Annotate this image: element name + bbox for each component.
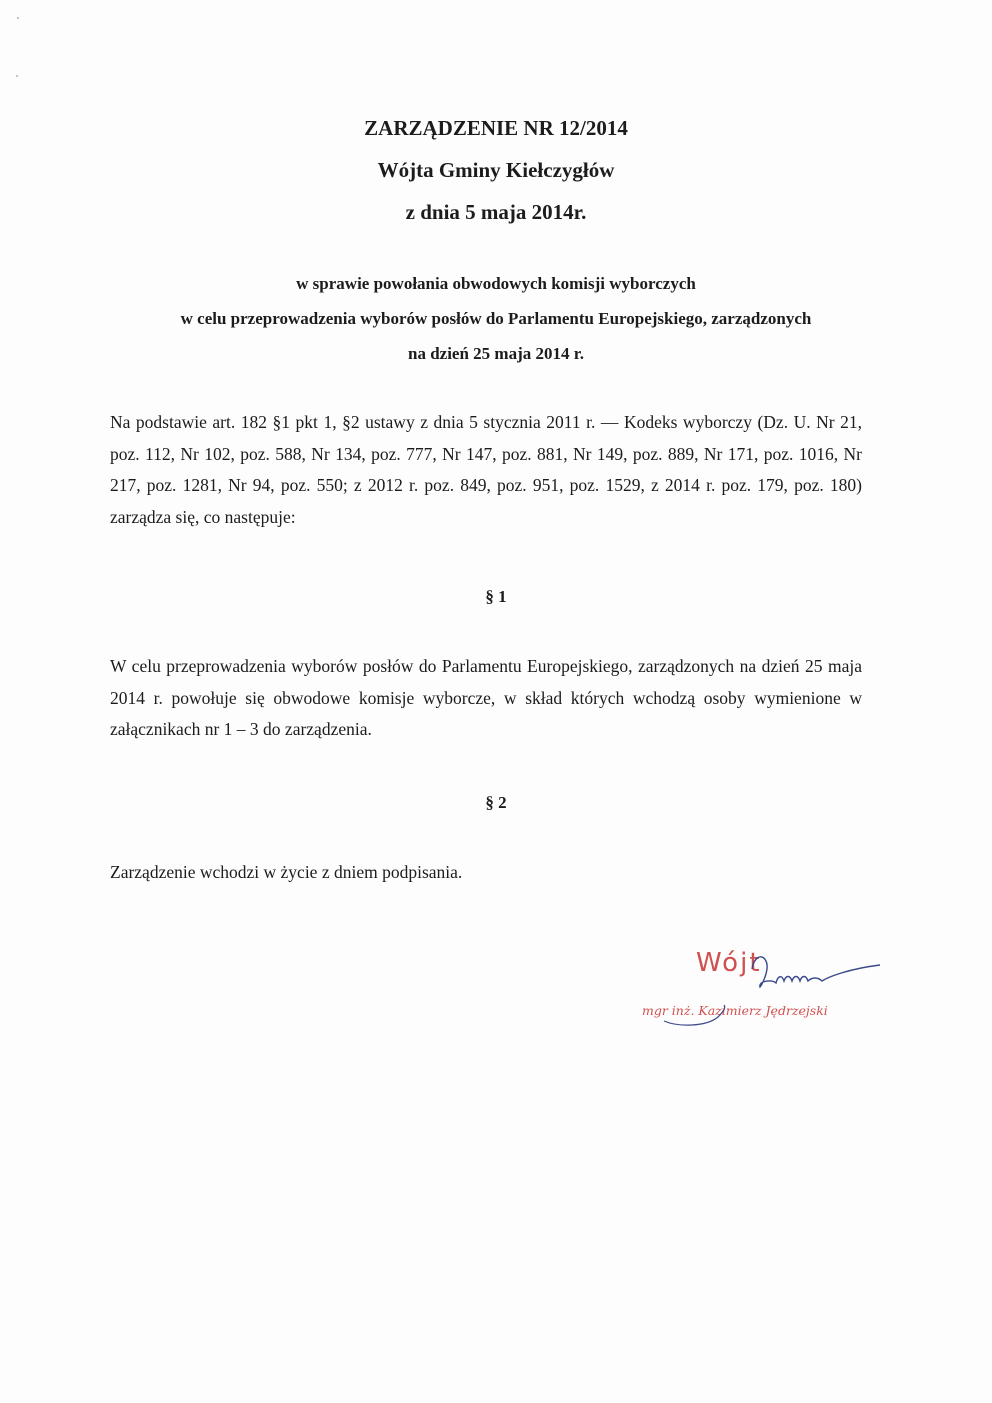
scan-speck [16,75,18,77]
scan-speck [17,17,19,19]
document-date: z dnia 5 maja 2014r. [405,200,587,224]
subject-line-1: w sprawie powołania obwodowych komisji wyborczych [296,274,696,293]
stamp-title-text: Wójt [696,948,762,978]
subject-line-3: na dzień 25 maja 2014 r. [408,344,584,363]
section-1-text: W celu przeprowadzenia wyborów posłów do Parlamentu Europejskiego, zarządzonych na dzień 25 maja 2014 r. powołuje się obwodowe komisje wyborcze, w skład których wchodzą osoby wymienione w załącznikach nr 1 – 3 do zarządzenia. [110,656,862,739]
document-issuer: Wójta Gminy Kiełczygłów [377,158,615,182]
signature-stamp-graphic [630,935,900,1045]
document-title: ZARZĄDZENIE NR 12/2014 [364,116,628,140]
section-1-mark: § 1 [485,587,507,606]
section-2-text: Zarządzenie wchodzi w życie z dniem podpisania. [110,862,463,882]
handwritten-signature [752,957,880,987]
section-2-mark: § 2 [485,793,507,812]
subject-line-2: w celu przeprowadzenia wyborów posłów do Parlamentu Europejskiego, zarządzonych [180,309,812,328]
signature-stamp [630,935,900,1045]
stamp-name-text: mgr inż. Kazimierz Jędrzejski [642,1003,828,1018]
legal-basis-paragraph: Na podstawie art. 182 §1 pkt 1, §2 ustawy z dnia 5 stycznia 2011 r. — Kodeks wyborczy (Dz. U. Nr 21, poz. 112, Nr 102, poz. 588, Nr 134, poz. 777, Nr 147, poz. 881, Nr 149, poz. 889, Nr 171, poz. 1016, Nr 217, poz. 1281, Nr 94, poz. 550; z 2012 r. poz. 849, poz. 951, poz. 1529, z 2014 r. poz. 179, poz. 180) zarządza się, co następuje: [110,412,862,527]
